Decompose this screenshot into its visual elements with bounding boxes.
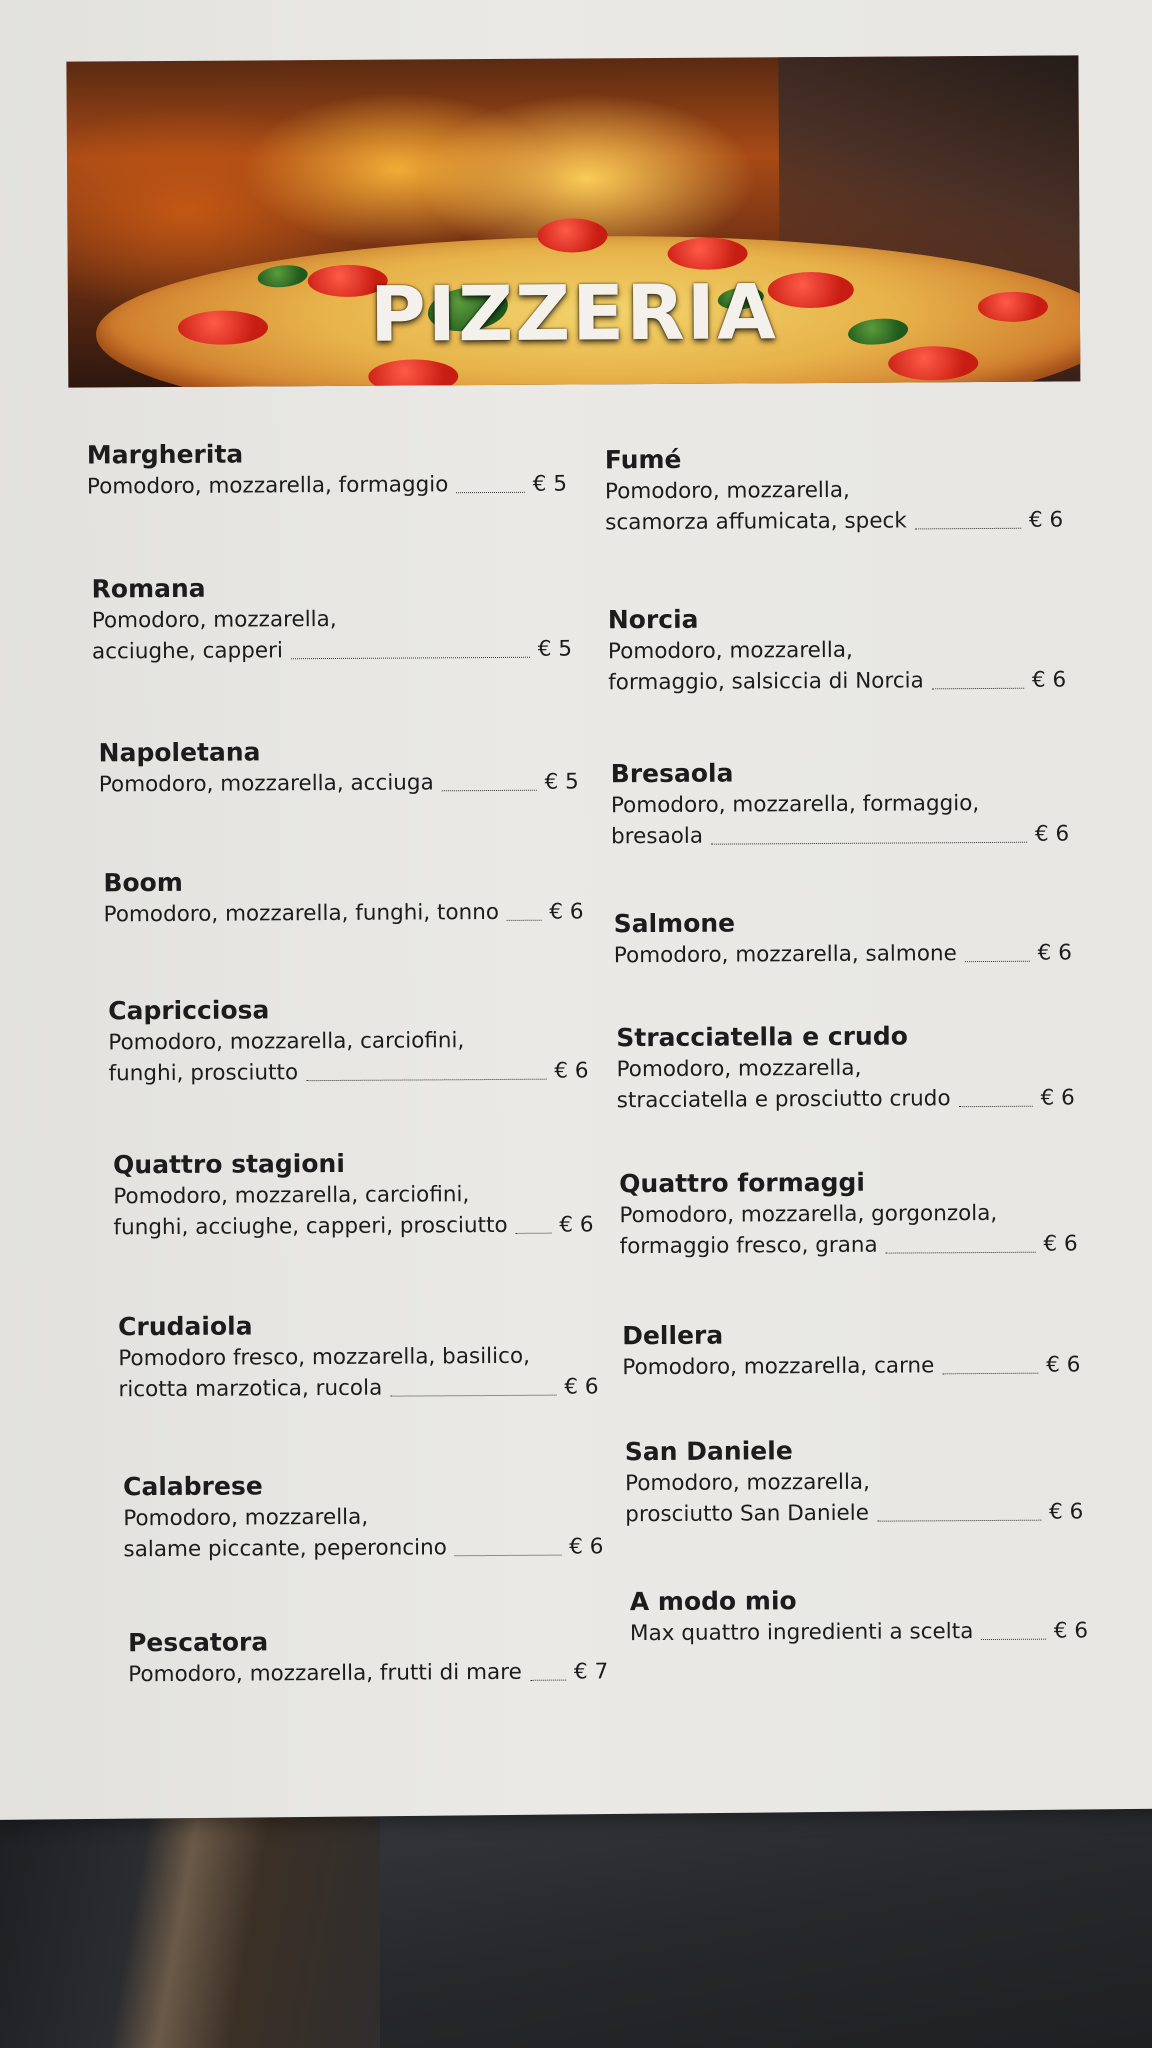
item-description: ricotta marzotica, rucola	[118, 1375, 383, 1403]
dot-leader	[915, 528, 1021, 530]
item-name: Capricciosa	[108, 995, 270, 1026]
menu-item	[118, 1308, 599, 1405]
item-price: € 6	[554, 1058, 589, 1084]
dot-leader	[442, 790, 537, 792]
menu-item	[605, 442, 1064, 539]
item-price: € 6	[1034, 821, 1070, 847]
item-description: Pomodoro, mozzarella, carciofini,	[113, 1182, 470, 1210]
item-price: € 5	[544, 769, 579, 795]
menu-item	[92, 571, 573, 668]
item-description: formaggio, salsiccia di Norcia	[608, 668, 924, 696]
menu-item	[611, 755, 1070, 852]
item-name: Quattro stagioni	[113, 1148, 345, 1180]
menu-item	[113, 1146, 594, 1243]
dot-leader	[942, 1373, 1038, 1375]
item-price: € 6	[564, 1374, 599, 1400]
item-name: San Daniele	[624, 1436, 793, 1467]
item-description: Pomodoro, mozzarella,	[607, 637, 853, 665]
item-name: Fumé	[604, 444, 682, 475]
menu-item	[619, 1165, 1078, 1262]
item-price: € 6	[569, 1534, 604, 1560]
menu-item	[622, 1317, 1080, 1383]
item-description: funghi, prosciutto	[108, 1060, 299, 1087]
item-description: salame piccante, peperoncino	[123, 1535, 447, 1563]
menu-item	[608, 602, 1067, 699]
item-name: Norcia	[607, 604, 699, 635]
menu-item	[128, 1624, 608, 1690]
item-description: formaggio fresco, grana	[619, 1232, 878, 1260]
dot-leader	[981, 1639, 1045, 1640]
menu-item	[108, 992, 589, 1089]
item-name: Quattro formaggi	[619, 1167, 866, 1199]
item-price: € 6	[1046, 1352, 1081, 1378]
dot-leader	[877, 1520, 1041, 1522]
dot-leader	[932, 688, 1024, 690]
banner-image	[66, 55, 1080, 387]
item-description: Pomodoro, mozzarella,	[123, 1504, 369, 1532]
item-description: Max quattro ingredienti a scelta	[629, 1619, 974, 1647]
menu-item	[625, 1433, 1084, 1530]
dot-leader	[530, 1680, 566, 1681]
dot-leader	[711, 842, 1027, 845]
dot-leader	[291, 657, 530, 659]
item-price: € 5	[532, 471, 568, 497]
item-description: prosciutto San Daniele	[625, 1500, 870, 1528]
item-price: € 6	[1040, 1085, 1075, 1111]
item-price: € 6	[1031, 667, 1067, 693]
menu-item	[99, 734, 579, 800]
menu-item	[103, 864, 583, 930]
item-name: A modo mio	[629, 1586, 797, 1617]
item-description: Pomodoro, mozzarella, salmone	[613, 941, 957, 969]
item-description: Pomodoro, mozzarella, carciofini,	[108, 1028, 465, 1056]
item-price: € 6	[1053, 1618, 1089, 1644]
dot-leader	[306, 1079, 546, 1081]
item-description: Pomodoro, mozzarella,	[616, 1055, 862, 1083]
item-description: Pomodoro, mozzarella,	[604, 477, 850, 505]
menu-item	[616, 1019, 1075, 1116]
item-price: € 6	[559, 1212, 594, 1238]
menu-item	[123, 1468, 604, 1565]
item-price: € 6	[1028, 507, 1064, 533]
item-description: Pomodoro, mozzarella,	[91, 606, 337, 634]
item-description: Pomodoro, mozzarella, formaggio,	[610, 791, 980, 819]
item-price: € 6	[549, 899, 584, 925]
item-price: € 6	[1037, 940, 1072, 966]
item-name: Stracciatella e crudo	[616, 1021, 908, 1053]
item-price: € 5	[537, 636, 573, 662]
item-name: Romana	[91, 573, 206, 604]
item-name: Pescatora	[127, 1627, 269, 1658]
item-name: Napoletana	[98, 737, 261, 768]
item-description: Pomodoro, mozzarella, funghi, tonno	[103, 899, 500, 928]
item-price: € 6	[1043, 1231, 1078, 1257]
menu-item	[87, 437, 567, 503]
item-description: Pomodoro fresco, mozzarella, basilico,	[118, 1343, 530, 1372]
item-price: € 6	[1048, 1499, 1084, 1525]
dot-leader	[390, 1395, 556, 1397]
item-description: Pomodoro, mozzarella, gorgonzola,	[619, 1200, 998, 1229]
menu-item	[614, 905, 1072, 971]
banner-title: PIZZERIA	[369, 267, 779, 359]
item-description: stracciatella e prosciutto crudo	[616, 1086, 951, 1114]
dot-leader	[507, 920, 541, 921]
item-name: Salmone	[613, 908, 736, 939]
dot-leader	[455, 1555, 561, 1557]
item-description: funghi, acciughe, capperi, prosciutto	[113, 1212, 508, 1241]
dot-leader	[959, 1106, 1033, 1107]
item-name: Bresaola	[610, 758, 734, 789]
dot-leader	[516, 1233, 552, 1234]
item-name: Margherita	[86, 439, 244, 470]
dot-leader	[456, 492, 524, 493]
tomato-slice	[368, 359, 458, 387]
item-name: Calabrese	[122, 1471, 263, 1502]
item-description: bresaola	[611, 823, 704, 850]
dot-leader	[886, 1252, 1036, 1254]
item-description: acciughe, capperi	[91, 638, 283, 665]
item-name: Crudaiola	[118, 1311, 253, 1342]
item-price: € 7	[573, 1659, 609, 1685]
item-description: Pomodoro, mozzarella, acciuga	[98, 770, 434, 798]
item-name: Dellera	[622, 1320, 724, 1351]
menu-item	[630, 1583, 1088, 1649]
item-description: scamorza affumicata, speck	[605, 508, 907, 536]
item-description: Pomodoro, mozzarella, frutti di mare	[128, 1659, 522, 1688]
dot-leader	[965, 961, 1030, 962]
item-name: Boom	[103, 867, 183, 898]
item-description: Pomodoro, mozzarella, carne	[622, 1353, 935, 1381]
item-description: Pomodoro, mozzarella, formaggio	[86, 472, 449, 500]
item-description: Pomodoro, mozzarella,	[624, 1469, 870, 1497]
